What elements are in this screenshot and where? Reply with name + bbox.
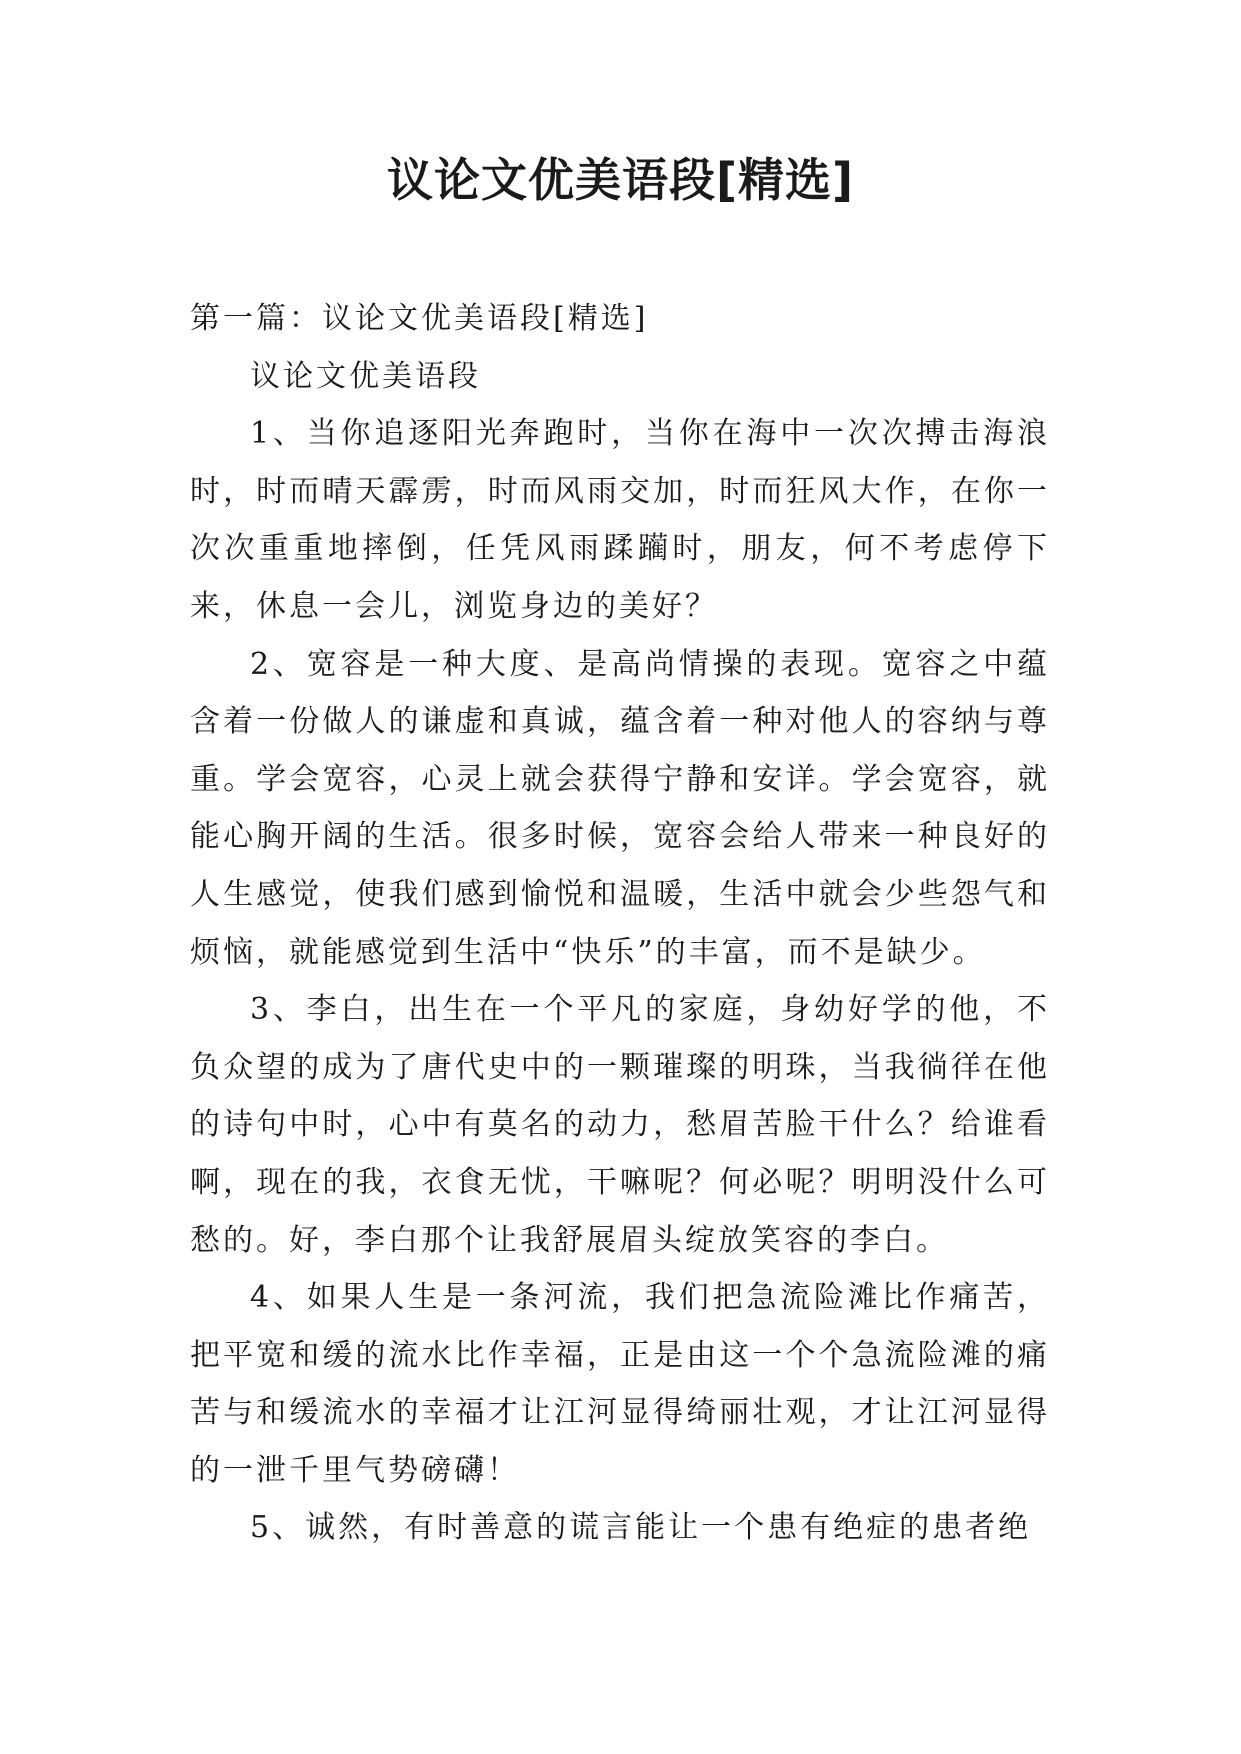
document-title: 议论文优美语段[精选] [386,153,855,207]
paragraph: 1、当你追逐阳光奔跑时，当你在海中一次次搏击海浪时，时而晴天霹雳，时而风雨交加，时而狂风大作，在你一次次重重地摔倒，任凭风雨蹂躏时，朋友，何不考虑停下来，休息一会儿，浏览身边的美好？ [190,416,1050,624]
document-body [190,290,1050,1557]
section-heading: 第一篇：议论文优美语段[精选] [190,301,649,336]
paragraph: 2、宽容是一种大度、是高尚情操的表现。宽容之中蕴含着一份做人的谦虚和真诚，蕴含着一种对他人的容纳与尊重。学会宽容，心灵上就会获得宁静和安详。学会宽容，就能心胸开阔的生活。很多时候，宽容会给人带来一种良好的人生感觉，使我们感到愉悦和温暖，生活中就会少些怨气和烦恼，就能感觉到生活中“快乐”的丰富，而不是缺少。 [190,646,1050,970]
paragraph: 3、李白，出生在一个平凡的家庭，身幼好学的他，不负众望的成为了唐代史中的一颗璀璨的明珠，当我徜徉在他的诗句中时，心中有莫名的动力，愁眉苦脸干什么？给谁看啊，现在的我，衣食无忧，干嘛呢？何必呢？明明没什么可愁的。好，李白那个让我舒展眉头绽放笑容的李白。 [190,992,1050,1258]
paragraph: 5、诚然，有时善意的谎言能让一个患有绝症的患者绝 [250,1510,1032,1546]
subheading: 议论文优美语段 [250,358,481,394]
paragraph: 4、如果人生是一条河流，我们把急流险滩比作痛苦，把平宽和缓的流水比作幸福，正是由这一个个急流险滩的痛苦与和缓流水的幸福才让江河显得绮丽壮观，才让江河显得的一泄千里气势磅礴！ [190,1280,1050,1488]
